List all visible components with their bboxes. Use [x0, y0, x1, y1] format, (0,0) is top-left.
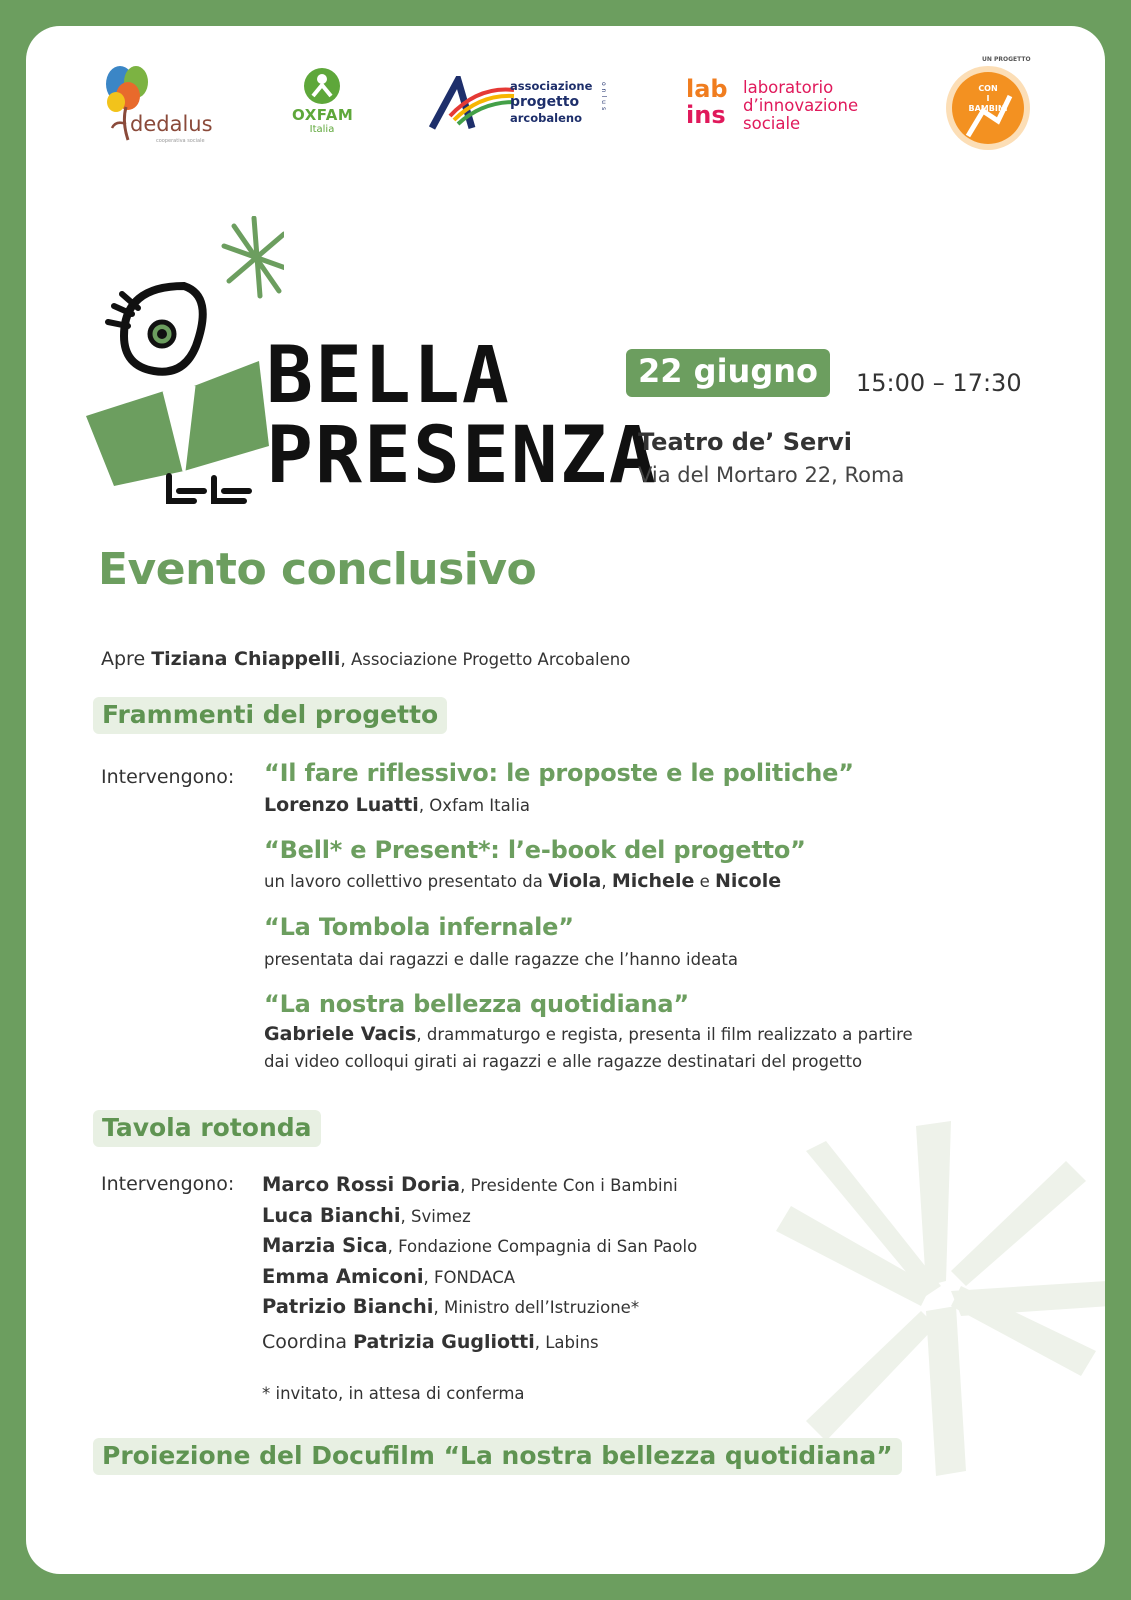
- speaker-3-org: , Fondazione Compagnia di San Paolo: [387, 1237, 698, 1256]
- coordinator-name: Patrizia Gugliotti: [353, 1331, 535, 1353]
- speaker-3: [262, 1231, 697, 1262]
- section-frammenti-heading: Frammenti del progetto: [93, 697, 447, 734]
- event-address: Via del Mortaro 22, Roma: [638, 463, 905, 487]
- logo-arcobaleno: [428, 76, 618, 136]
- section-tavola-heading: Tavola rotonda: [93, 1110, 321, 1147]
- opening-prefix: Apre: [101, 648, 152, 670]
- opening-org: , Associazione Progetto Arcobaleno: [340, 650, 631, 669]
- coordinator-line: [262, 1331, 599, 1353]
- speaker-2-name: Luca Bianchi: [262, 1203, 401, 1227]
- page-title: Evento conclusivo: [98, 544, 537, 595]
- speaker-2: [262, 1201, 697, 1232]
- speaker-4-org: , FONDACA: [423, 1267, 516, 1287]
- talk-2-sep2: e: [694, 872, 715, 891]
- arcobaleno-a-icon: [428, 76, 518, 132]
- talk-2-pre: un lavoro collettivo presentato da: [264, 872, 549, 891]
- coordinator-org: , Labins: [534, 1333, 599, 1352]
- speaker-1-name: Marco Rossi Doria: [262, 1173, 461, 1196]
- talk-2-sep1: ,: [601, 872, 612, 891]
- brand-line2: PRESENZA: [266, 411, 658, 501]
- bird-book-icon: [84, 216, 284, 506]
- speaker-3-name: Marzia Sica: [262, 1234, 388, 1257]
- speaker-4: [262, 1262, 697, 1293]
- oxfam-figure-icon: [302, 66, 342, 106]
- talk-1-speaker: [264, 792, 530, 819]
- talk-4-desc1: , drammaturgo e regista, presenta il film realizzato a partire: [416, 1025, 913, 1044]
- talk-1-speaker-name: Lorenzo Luatti: [264, 794, 419, 816]
- conibambini-line2: I BAMBINI: [968, 94, 1008, 113]
- talk-4-desc: [264, 1021, 913, 1075]
- talk-3-desc: presentata dai ragazzi e dalle ragazze che l’hanno ideata: [264, 950, 738, 969]
- oxfam-sub: Italia: [309, 124, 335, 135]
- arcobaleno-line1: associazione: [510, 79, 593, 93]
- poster-card: [26, 26, 1105, 1574]
- speaker-4-name: Emma Amiconi: [262, 1264, 424, 1288]
- speaker-5-org: , Ministro dell’Istruzione*: [433, 1298, 640, 1317]
- talk-4-desc2: dai video colloqui girati ai ragazzi e alle ragazze destinatari del progetto: [264, 1052, 863, 1071]
- brand-line1: BELLA: [266, 331, 511, 421]
- coordinator-prefix: Coordina: [262, 1331, 354, 1353]
- speaker-5-name: Patrizio Bianchi: [262, 1295, 434, 1318]
- section1-label: Intervengono:: [101, 766, 235, 788]
- speaker-1: [262, 1170, 697, 1201]
- speaker-2-org: , Svimez: [400, 1206, 471, 1226]
- speaker-list: [262, 1170, 697, 1323]
- arcobaleno-text: [510, 78, 592, 126]
- logo-conibambini: [938, 56, 1038, 156]
- arcobaleno-onlus: onlus: [600, 82, 607, 114]
- conibambini-top: UN PROGETTO: [982, 56, 1031, 63]
- labins-lab: lab: [686, 75, 728, 103]
- event-date: 22 giugno: [626, 349, 830, 397]
- dedalus-sub: cooperativa sociale: [156, 138, 205, 144]
- event-venue: Teatro de’ Servi: [638, 428, 853, 456]
- oxfam-name: OXFAM: [292, 106, 354, 124]
- dedalus-name: dedalus: [130, 112, 213, 136]
- section2-label: Intervengono:: [101, 1173, 235, 1195]
- talk-4-line1: [264, 1021, 913, 1048]
- logo-oxfam: [292, 66, 352, 146]
- talk-1-org: , Oxfam Italia: [418, 796, 531, 815]
- logo-dedalus: [98, 62, 218, 152]
- labins-ins: ins: [686, 101, 726, 129]
- conibambini-text: [968, 84, 1008, 114]
- labins-line2: d’innovazione: [743, 96, 859, 115]
- labins-line3: sociale: [743, 114, 801, 133]
- arcobaleno-line2: progetto: [510, 94, 580, 110]
- talk-2-title: “Bell* e Present*: l’e-book del progetto”: [264, 836, 806, 864]
- labins-desc: [743, 79, 858, 133]
- asterisk-decoration-icon: [766, 1111, 1105, 1491]
- logo-labins: [686, 76, 886, 136]
- opening-line: [101, 648, 630, 670]
- talk-4-title: “La nostra bellezza quotidiana”: [264, 990, 689, 1018]
- talk-4-speaker: Gabriele Vacis: [264, 1023, 417, 1045]
- talk-1-title: “Il fare riflessivo: le proposte e le politiche”: [264, 759, 854, 787]
- speaker-1-org: , Presidente Con i Bambini: [460, 1176, 678, 1195]
- footnote: * invitato, in attesa di conferma: [262, 1384, 525, 1403]
- talk-2-n3: Nicole: [715, 870, 782, 892]
- talk-3-title: “La Tombola infernale”: [264, 913, 574, 941]
- talk-2-n2: Michele: [611, 870, 695, 892]
- section-proiezione-heading: Proiezione del Docufilm “La nostra bellezza quotidiana”: [93, 1438, 902, 1475]
- labins-line1: laboratorio: [743, 78, 834, 97]
- opening-name: Tiziana Chiappelli: [151, 648, 341, 670]
- event-time: 15:00 – 17:30: [856, 369, 1022, 397]
- brand-title: [266, 331, 658, 501]
- talk-2-n1: Viola: [548, 870, 602, 892]
- conibambini-line1: CON: [978, 84, 998, 93]
- arcobaleno-line3: arcobaleno: [510, 111, 582, 125]
- talk-2-desc: [264, 868, 781, 895]
- speaker-5: [262, 1292, 697, 1323]
